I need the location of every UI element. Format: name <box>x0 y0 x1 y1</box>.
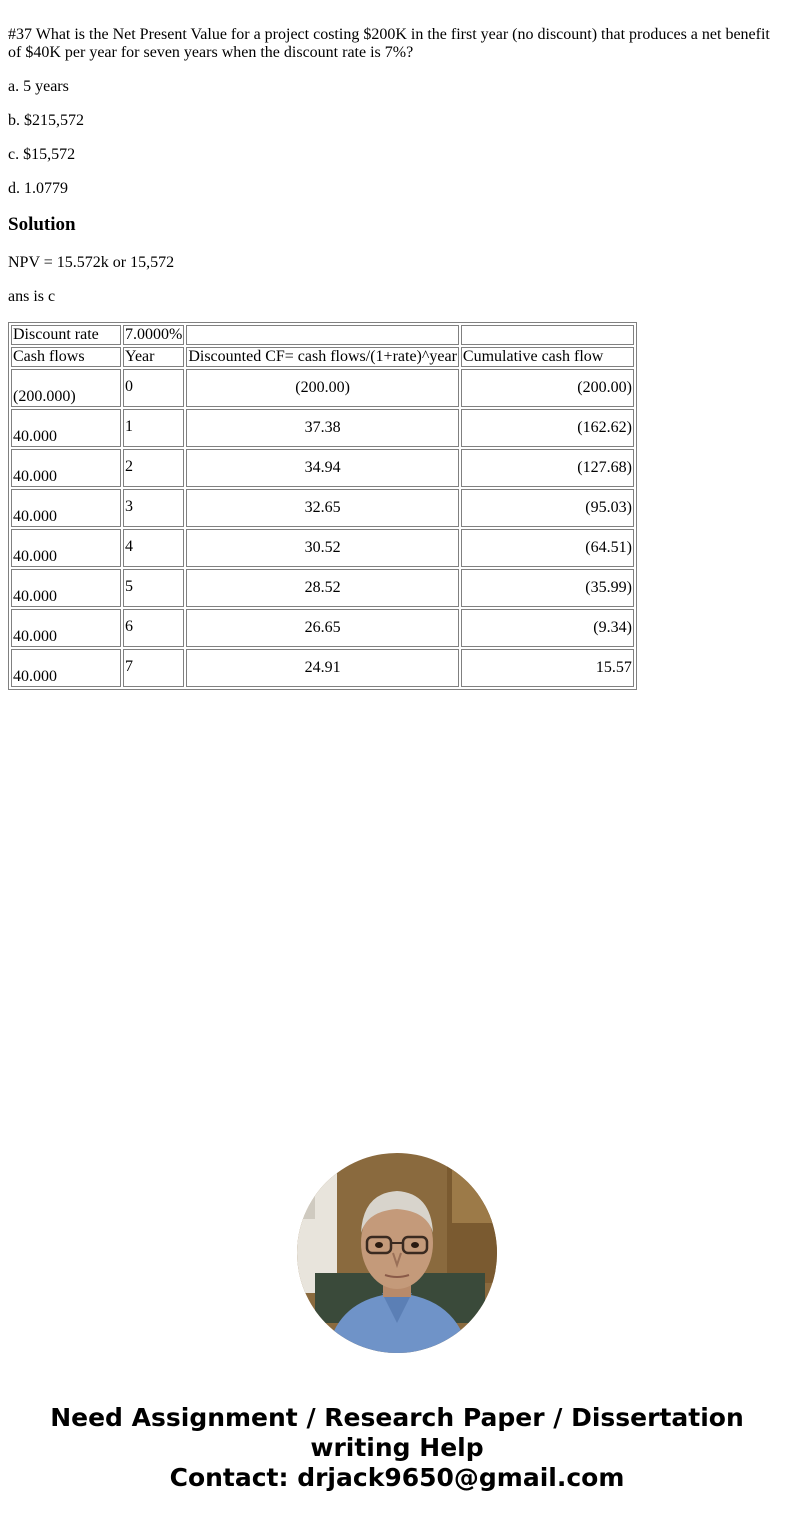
option-d: d. 1.0779 <box>8 180 68 197</box>
cell-discounted-cf: 34.94 <box>186 449 459 487</box>
cell-year: 4 <box>123 529 184 567</box>
cell-cash-flow: 40.000 <box>11 649 121 687</box>
header-year: Year <box>123 347 184 367</box>
cell-year: 5 <box>123 569 184 607</box>
cell-year: 1 <box>123 409 184 447</box>
footer-banner <box>0 1403 794 1493</box>
table-row <box>11 449 634 487</box>
cell-year: 2 <box>123 449 184 487</box>
cell-discounted-cf: 28.52 <box>186 569 459 607</box>
cell-cash-flow: 40.000 <box>11 489 121 527</box>
cell-cash-flow: (200.000) <box>11 369 121 407</box>
table-row <box>11 409 634 447</box>
table-row <box>11 489 634 527</box>
cell-year: 3 <box>123 489 184 527</box>
discount-rate-row <box>11 325 634 345</box>
cell-year: 6 <box>123 609 184 647</box>
question-text: #37 What is the Net Present Value for a project costing $200K in the first year (no discount) that produces a net benefit of $40K per year for seven years when the discount rate is 7%? <box>8 26 770 61</box>
npv-result: NPV = 15.572k or 15,572 <box>8 254 175 271</box>
table-row <box>11 569 634 607</box>
cell-cumulative: 15.57 <box>461 649 634 687</box>
cell-cash-flow: 40.000 <box>11 609 121 647</box>
option-a: a. 5 years <box>8 78 69 95</box>
header-cumulative: Cumulative cash flow <box>461 347 634 367</box>
cell-cumulative: (200.00) <box>461 369 634 407</box>
table-row <box>11 609 634 647</box>
cell-year: 0 <box>123 369 184 407</box>
cell-cash-flow: 40.000 <box>11 409 121 447</box>
option-c: c. $15,572 <box>8 146 76 163</box>
cell-discounted-cf: 24.91 <box>186 649 459 687</box>
discount-rate-label: Discount rate <box>11 325 121 345</box>
cell-year: 7 <box>123 649 184 687</box>
document-body <box>8 26 778 690</box>
cell-cumulative: (9.34) <box>461 609 634 647</box>
discount-rate-value: 7.0000% <box>125 326 183 343</box>
cell-cumulative: (162.62) <box>461 409 634 447</box>
cell-cumulative: (35.99) <box>461 569 634 607</box>
footer-contact: Contact: drjack9650@gmail.com <box>169 1463 625 1492</box>
option-b: b. $215,572 <box>8 112 84 129</box>
cell-discounted-cf: 30.52 <box>186 529 459 567</box>
table-row <box>11 649 634 687</box>
cell-discounted-cf: 32.65 <box>186 489 459 527</box>
author-photo <box>297 1153 497 1353</box>
cell-cumulative: (95.03) <box>461 489 634 527</box>
cell-cumulative: (64.51) <box>461 529 634 567</box>
table-header-row <box>11 347 634 367</box>
cell-cash-flow: 40.000 <box>11 529 121 567</box>
solution-heading: Solution <box>8 214 76 235</box>
header-discounted-cf: Discounted CF= cash flows/(1+rate)^year <box>188 348 457 365</box>
cell-cumulative: (127.68) <box>461 449 634 487</box>
answer-line: ans is c <box>8 288 56 305</box>
empty-cell <box>186 325 459 345</box>
table-row <box>11 369 634 407</box>
cell-cash-flow: 40.000 <box>11 449 121 487</box>
table-row <box>11 529 634 567</box>
header-cash-flows: Cash flows <box>11 347 121 367</box>
cell-discounted-cf: (200.00) <box>186 369 459 407</box>
footer-help-text: Need Assignment / Research Paper / Dissertation writing Help <box>50 1403 744 1462</box>
npv-table <box>8 322 637 690</box>
cell-discounted-cf: 26.65 <box>186 609 459 647</box>
cell-cash-flow: 40.000 <box>11 569 121 607</box>
portrait-image <box>297 1153 497 1353</box>
empty-cell <box>461 325 634 345</box>
cell-discounted-cf: 37.38 <box>186 409 459 447</box>
